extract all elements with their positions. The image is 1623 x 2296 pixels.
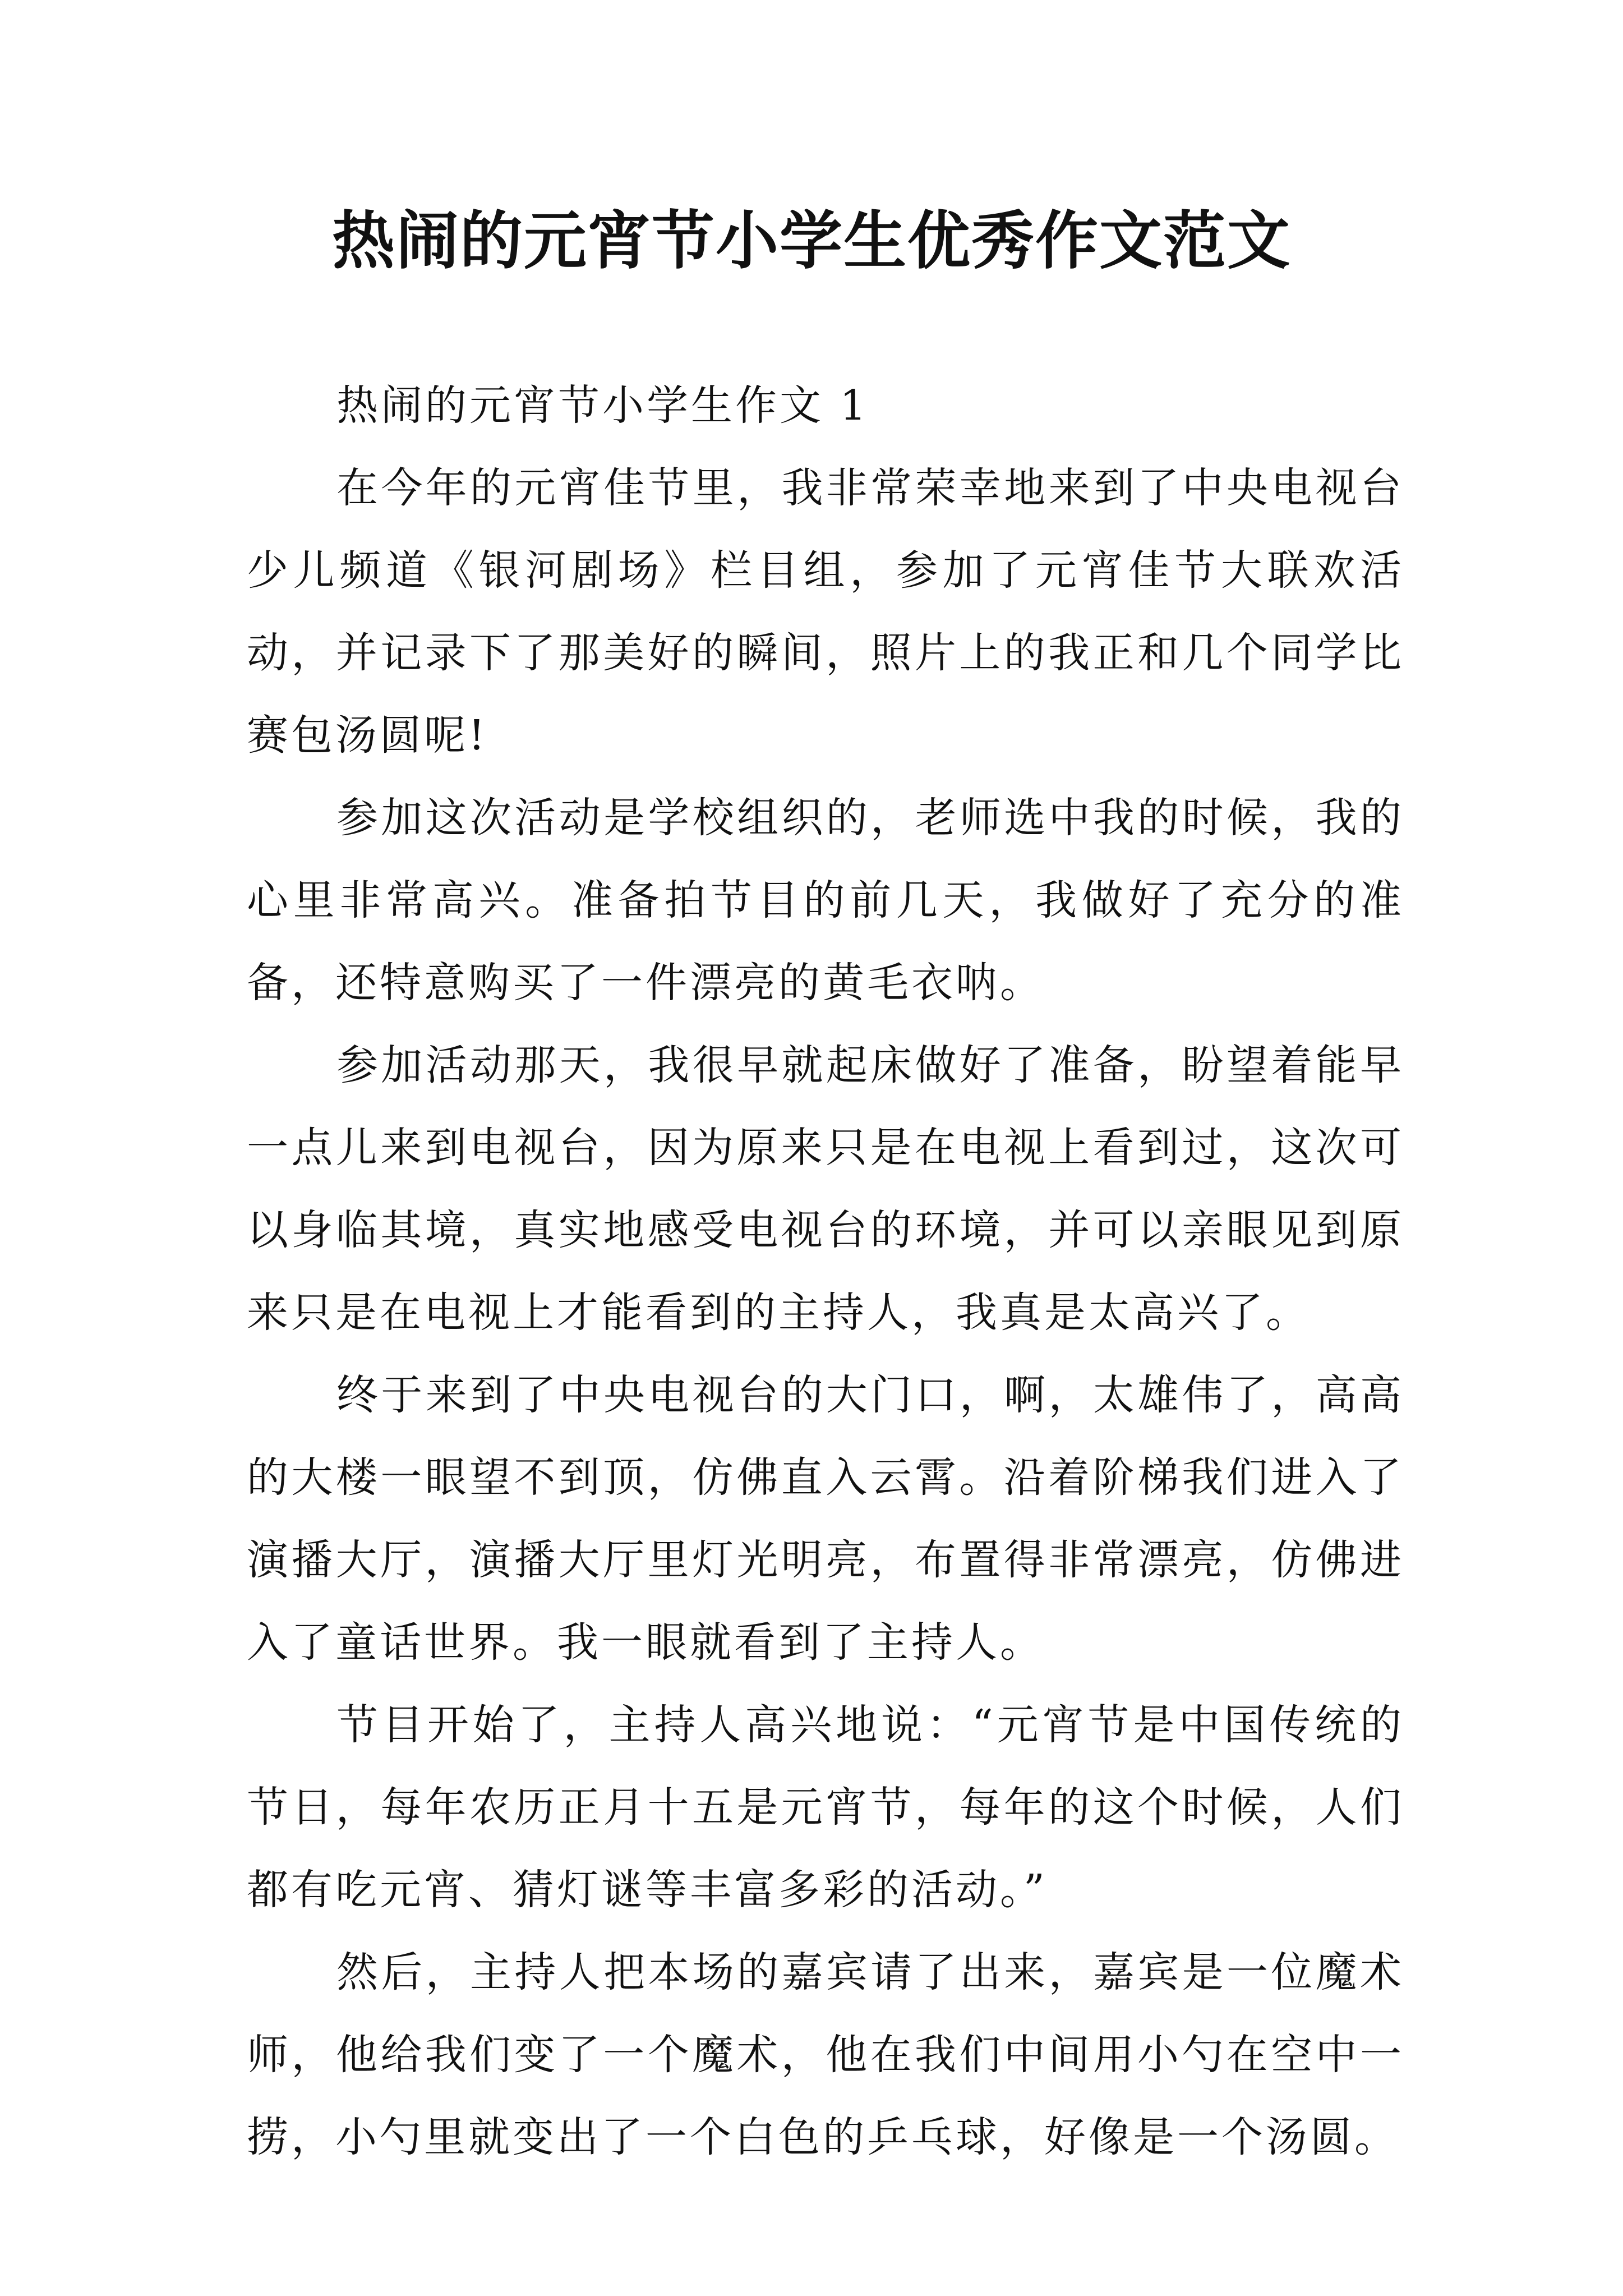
paragraph: 节目开始了，主持人高兴地说：“元宵节是中国传统的节日，每年农历正月十五是元宵节，每年的这个时候，人们都有吃元宵、猜灯谜等丰富多彩的活动。”: [247, 1701, 1404, 1914]
paragraph: 在今年的元宵佳节里，我非常荣幸地来到了中央电视台少儿频道《银河剧场》栏目组，参加了元宵佳节大联欢活动，并记录下了那美好的瞬间，照片上的我正和几个同学比赛包汤圆呢!: [247, 464, 1404, 760]
document-title: 热闹的元宵节小学生优秀作文范文: [332, 204, 1291, 278]
paragraph: 参加活动那天，我很早就起床做好了准备，盼望着能早一点儿来到电视台，因为原来只是在电视上看到过，这次可以身临其境，真实地感受电视台的环境，并可以亲眼见到原来只是在电视上才能看到的主持人，我真是太高兴了。: [247, 1041, 1404, 1337]
essay-subheading: 热闹的元宵节小学生作文 1: [336, 381, 869, 430]
document-body: [247, 365, 1404, 2179]
paragraph: 然后，主持人把本场的嘉宾请了出来，嘉宾是一位魔术师，他给我们变了一个魔术，他在我们中间用小勺在空中一捞，小勺里就变出了一个白色的乒乓球，好像是一个汤圆。: [247, 1948, 1404, 2161]
paragraph: 参加这次活动是学校组织的，老师选中我的时候，我的心里非常高兴。准备拍节目的前几天，我做好了充分的准备，还特意购买了一件漂亮的黄毛衣呐。: [247, 794, 1404, 1007]
paragraph: 终于来到了中央电视台的大门口，啊，太雄伟了，高高的大楼一眼望不到顶，仿佛直入云霄。沿着阶梯我们进入了演播大厅，演播大厅里灯光明亮，布置得非常漂亮，仿佛进入了童话世界。我一眼就看到了主持人。: [247, 1371, 1404, 1667]
